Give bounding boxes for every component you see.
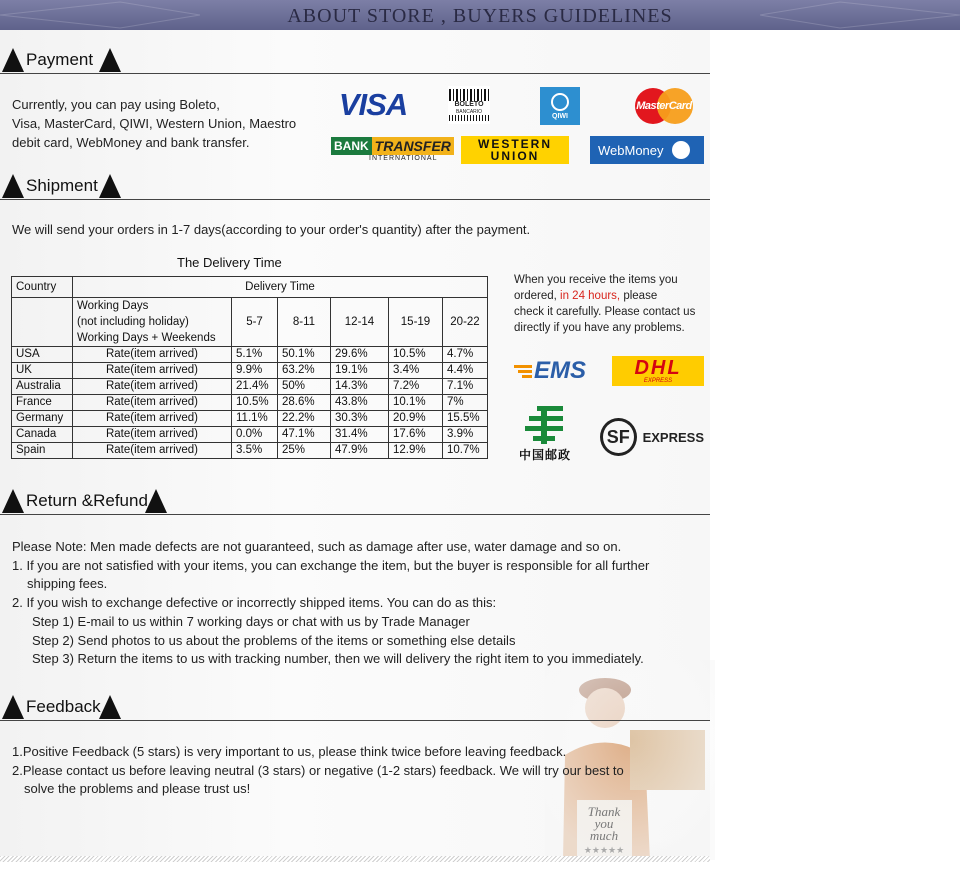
qiwi-circle-icon: [551, 93, 569, 111]
webmoney-globe-icon: [672, 141, 690, 159]
sf-express-label: EXPRESS: [642, 429, 704, 445]
rate-value-cell: 30.3%: [331, 411, 389, 427]
table-row: [12, 363, 488, 379]
dhl-label: DHL: [634, 356, 682, 379]
table-row: [12, 347, 488, 363]
shipment-heading: [0, 174, 710, 200]
refund-text: [12, 538, 649, 669]
rate-value-cell: 10.1%: [389, 395, 443, 411]
country-cell: Germany: [12, 411, 73, 427]
country-cell: France: [12, 395, 73, 411]
rate-value-cell: 63.2%: [278, 363, 331, 379]
rate-value-cell: 12.9%: [389, 443, 443, 459]
country-cell: Australia: [12, 379, 73, 395]
international-label: INTERNATIONAL: [369, 155, 438, 162]
divider: [0, 514, 710, 515]
rate-value-cell: 0.0%: [232, 427, 278, 443]
country-header: Country: [12, 277, 73, 298]
triangle-icon: [2, 489, 24, 513]
rate-value-cell: 5.1%: [232, 347, 278, 363]
feedback-title: Feedback: [26, 697, 101, 716]
refund-heading: [0, 489, 710, 515]
notice-text: please: [620, 290, 658, 302]
webmoney-logo: [590, 136, 704, 164]
inspection-notice: [514, 272, 695, 336]
table-row: [12, 379, 488, 395]
barcode-icon: [449, 89, 489, 101]
triangle-icon: [2, 174, 24, 198]
china-post-icon: [523, 404, 567, 446]
rate-value-cell: 47.1%: [278, 427, 331, 443]
divider: [0, 73, 710, 74]
rate-value-cell: 7%: [443, 395, 488, 411]
thank-you-bag: [578, 800, 630, 856]
country-cell: Canada: [12, 427, 73, 443]
rate-value-cell: 25%: [278, 443, 331, 459]
divider: [0, 199, 710, 200]
refund-step: Step 1) E-mail to us within 7 working days or chat with us by Trade Manager: [32, 613, 470, 629]
rate-value-cell: 3.5%: [232, 443, 278, 459]
rate-value-cell: 22.2%: [278, 411, 331, 427]
ems-label: EMS: [533, 357, 586, 384]
range-header: 8-11: [278, 298, 331, 347]
you-text: you: [594, 816, 614, 831]
banner: [0, 0, 960, 30]
table-caption: The Delivery Time: [177, 255, 282, 270]
dhl-express-label: EXPRESS: [643, 377, 673, 384]
mastercard-logo: [633, 86, 695, 126]
boleto-logo: [448, 86, 490, 124]
rate-value-cell: 50%: [278, 379, 331, 395]
working-days-cell: [73, 298, 232, 347]
feedback-heading: [0, 695, 710, 721]
ems-logo: [512, 357, 588, 385]
western-union-logo: [461, 136, 569, 164]
rate-value-cell: 17.6%: [389, 427, 443, 443]
refund-line: shipping fees.: [27, 576, 108, 592]
refund-step: Step 2) Send photos to us about the problems of the items or something else details: [32, 632, 516, 648]
boleto-sublabel: BANCARIO: [455, 109, 483, 115]
much-text: much: [589, 828, 619, 843]
page-title: ABOUT STORE , BUYERS GUIDELINES: [287, 5, 673, 27]
rate-value-cell: 29.6%: [331, 347, 389, 363]
sf-express-logo: [600, 414, 704, 460]
dhl-logo: [612, 356, 704, 386]
delivery-header: Delivery Time: [73, 277, 488, 298]
right-margin: [710, 30, 960, 886]
bank-label: BANK: [331, 137, 372, 155]
transfer-label: TRANSFER: [372, 137, 454, 155]
rate-value-cell: 31.4%: [331, 427, 389, 443]
rate-value-cell: 47.9%: [331, 443, 389, 459]
refund-step: Step 3) Return the items to us with tracking number, then we will delivery the right item to you immediately.: [32, 651, 644, 667]
rate-label-cell: Rate(item arrived): [73, 379, 232, 395]
rate-value-cell: 19.1%: [331, 363, 389, 379]
triangle-icon: [99, 174, 121, 198]
divider: [0, 720, 710, 721]
working-days-line: Working Days: [77, 300, 149, 312]
triangle-icon: [145, 489, 167, 513]
boleto-label: BOLETO: [454, 101, 484, 108]
barcode-icon: [449, 115, 489, 121]
range-header: 20-22: [443, 298, 488, 347]
refund-line: 2. If you wish to exchange defective or incorrectly shipped items. You can do as this:: [12, 595, 497, 611]
rate-label-cell: Rate(item arrived): [73, 411, 232, 427]
union-label: UNION: [490, 149, 540, 163]
payment-text-line: Visa, MasterCard, QIWI, Western Union, Maestro: [12, 116, 297, 131]
table-row: [12, 395, 488, 411]
rate-label-cell: Rate(item arrived): [73, 363, 232, 379]
notice-highlight: in 24 hours,: [560, 290, 621, 302]
country-cell: UK: [12, 363, 73, 379]
country-cell: Spain: [12, 443, 73, 459]
stars-rating: ★★★★★: [583, 845, 625, 855]
webmoney-label: WebMoney: [598, 142, 664, 158]
refund-line: 1. If you are not satisfied with your items, you can exchange the item, but the buyer is responsible for all further: [12, 557, 650, 573]
rate-label-cell: Rate(item arrived): [73, 443, 232, 459]
range-header: 15-19: [389, 298, 443, 347]
notice-text: ordered,: [514, 290, 561, 302]
table-row: [12, 411, 488, 427]
triangle-icon: [2, 695, 24, 719]
refund-line: Please Note: Men made defects are not guaranteed, such as damage after use, water damage and so on.: [12, 539, 622, 554]
rate-value-cell: 3.9%: [443, 427, 488, 443]
rate-label-cell: Rate(item arrived): [73, 395, 232, 411]
table-row: [12, 443, 488, 459]
rate-value-cell: 43.8%: [331, 395, 389, 411]
qiwi-logo: [540, 87, 580, 125]
triangle-icon: [99, 695, 121, 719]
table-row: [12, 427, 488, 443]
payment-text-line: Currently, you can pay using Boleto,: [12, 97, 220, 112]
rate-value-cell: 7.2%: [389, 379, 443, 395]
rate-value-cell: 28.6%: [278, 395, 331, 411]
working-days-line: (not including holiday): [77, 316, 189, 328]
rate-value-cell: 10.5%: [389, 347, 443, 363]
feedback-line: 2.Please contact us before leaving neutral (3 stars) or negative (1-2 stars) feedback. We will try our best to: [12, 762, 624, 778]
china-post-logo: [512, 402, 578, 464]
rate-value-cell: 7.1%: [443, 379, 488, 395]
bank-transfer-logo: [331, 137, 451, 163]
triangle-icon: [99, 48, 121, 72]
rate-value-cell: 20.9%: [389, 411, 443, 427]
payment-text-line: debit card, WebMoney and bank transfer.: [12, 135, 250, 150]
thank-text: Thank: [587, 804, 621, 819]
table-body: [12, 347, 488, 459]
range-header: 12-14: [331, 298, 389, 347]
empty-cell: [12, 298, 73, 347]
feedback-line: solve the problems and please trust us!: [24, 781, 251, 797]
rate-value-cell: 14.3%: [331, 379, 389, 395]
payment-heading: [0, 48, 710, 74]
mastercard-label: MasterCard: [636, 100, 692, 112]
rate-value-cell: 21.4%: [232, 379, 278, 395]
payment-text: [12, 95, 296, 152]
rate-label-cell: Rate(item arrived): [73, 427, 232, 443]
notice-line: directly if you have any problems.: [514, 322, 685, 334]
payment-title: Payment: [26, 50, 94, 69]
bottom-border: [0, 856, 710, 862]
rate-value-cell: 15.5%: [443, 411, 488, 427]
notice-line: check it carefully. Please contact us: [514, 306, 696, 318]
range-header: 5-7: [232, 298, 278, 347]
triangle-icon: [2, 48, 24, 72]
rate-value-cell: 50.1%: [278, 347, 331, 363]
western-label: WESTERN: [478, 137, 552, 151]
rate-value-cell: 11.1%: [232, 411, 278, 427]
china-post-label: 中国邮政: [518, 447, 571, 462]
notice-line: When you receive the items you: [514, 274, 678, 286]
refund-title: Return &Refund: [26, 491, 148, 510]
notice-line: [514, 288, 695, 304]
shipment-text: We will send your orders in 1-7 days(according to your order's quantity) after the payment.: [12, 222, 531, 237]
rate-value-cell: 10.5%: [232, 395, 278, 411]
rate-value-cell: 4.7%: [443, 347, 488, 363]
shipment-title: Shipment: [26, 176, 98, 195]
rate-value-cell: 10.7%: [443, 443, 488, 459]
feedback-text: [12, 743, 624, 799]
sf-circle-icon: SF: [600, 418, 637, 456]
delivery-time-table: [11, 276, 488, 459]
rate-label-cell: Rate(item arrived): [73, 347, 232, 363]
feedback-line: 1.Positive Feedback (5 stars) is very important to us, please think twice before leaving feedback.: [12, 744, 567, 759]
working-days-line: Working Days + Weekends: [77, 332, 216, 344]
rate-value-cell: 4.4%: [443, 363, 488, 379]
qiwi-label: QIWI: [552, 112, 568, 120]
visa-logo: VISA: [338, 87, 408, 122]
country-cell: USA: [12, 347, 73, 363]
rate-value-cell: 3.4%: [389, 363, 443, 379]
rate-value-cell: 9.9%: [232, 363, 278, 379]
